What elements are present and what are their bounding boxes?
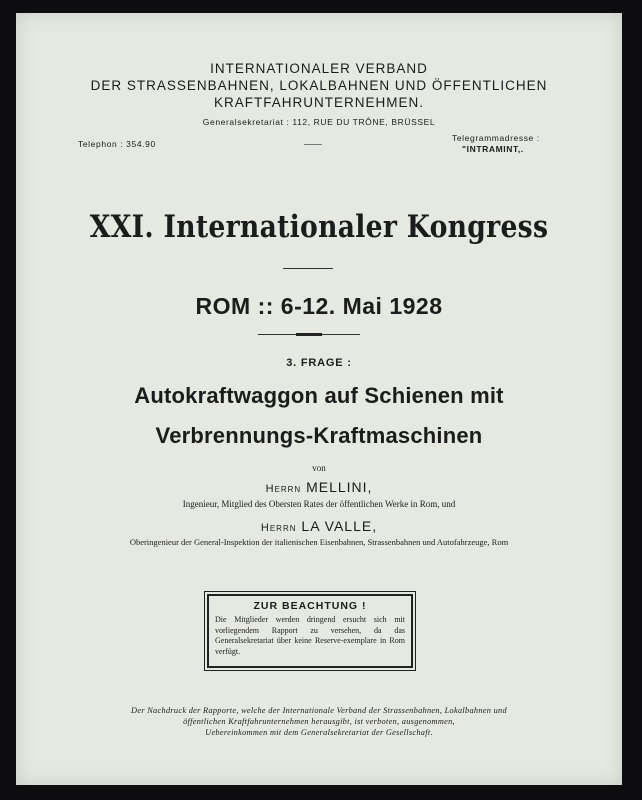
by-label: von <box>312 463 326 473</box>
org-line-2: DER STRASSENBAHNEN, LOKALBAHNEN UND ÖFFENTLICHEN <box>90 78 548 93</box>
author-2-name: LA VALLE, <box>301 518 378 534</box>
telegram-label: Telegrammadresse : <box>452 133 540 143</box>
author-1-prefix: Herrn <box>265 483 302 495</box>
org-line-3: KRAFTFAHRUNTERNEHMEN. <box>213 95 424 110</box>
question-label: 3. FRAGE : <box>286 357 352 369</box>
org-line-1: INTERNATIONALER VERBAND <box>210 61 428 76</box>
congress-title: XXI. Internationaler Kongress <box>89 209 549 245</box>
author-1-name: MELLINI, <box>306 479 373 495</box>
header-divider <box>304 144 322 145</box>
question-title-line-2: Verbrennungs-Kraftmaschinen <box>155 423 483 448</box>
author-2-prefix: Herrn <box>260 522 297 534</box>
title-rule <box>283 268 333 269</box>
footer-line-1: Der Nachdruck der Rapporte, welche der Internationale Verband der Strassenbahnen, Lokalbahnen und <box>131 706 507 715</box>
author-2 <box>16 518 622 534</box>
author-1-description: Ingenieur, Mitglied des Obersten Rates der öffentlichen Werke in Rom, und <box>182 499 456 509</box>
author-2-description: Oberingenieur der General-Inspektion der italienischen Eisenbahnen, Strassenbahnen und Autofahrzeuge, Rom <box>129 537 509 547</box>
question-title-line-1: Autokraftwaggon auf Schienen mit <box>134 383 504 408</box>
document-page <box>16 13 622 785</box>
notice-body: Die Mitglieder werden dringend ersucht sich mit vorliegendem Rapport zu versehen, da das Generalsekretariat über keine Reserve-exemplare in Rom verfügt. <box>215 615 405 656</box>
notice-box <box>207 594 413 668</box>
telephone: Telephon : 354.90 <box>78 139 156 149</box>
notice-title: ZUR BEACHTUNG ! <box>253 600 367 612</box>
date-rule-center <box>296 333 322 336</box>
footer-line-3: Uebereinkommen mit dem Generalsekretariat der Gesellschaft. <box>205 728 433 737</box>
secretariat-address: Generalsekretariat : 112, RUE DU TRÔNE, BRÜSSEL <box>202 117 436 127</box>
telegram-value: "INTRAMINT,. <box>462 144 524 154</box>
author-1 <box>16 479 622 495</box>
footer-line-2: öffentlichen Kraftfahrunternehmen herausgibt, ist verboten, ausgenommen, <box>183 717 455 726</box>
congress-place-date: ROM :: 6-12. Mai 1928 <box>195 293 443 319</box>
